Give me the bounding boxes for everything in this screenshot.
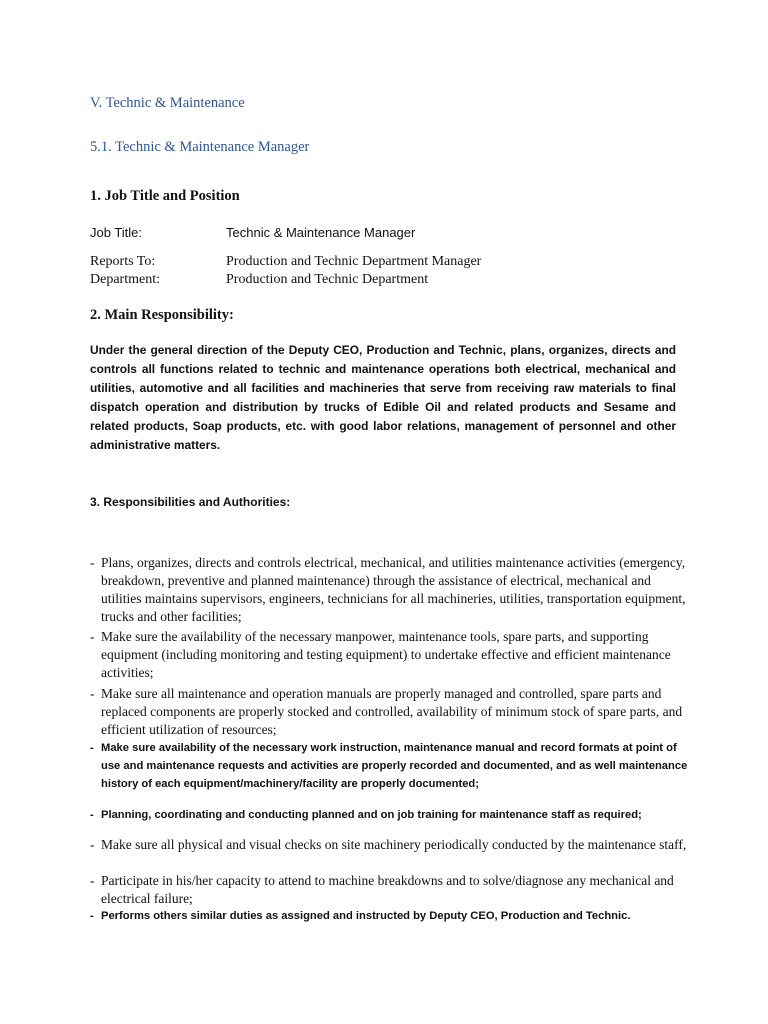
reports-to-value: Production and Technic Department Manager (226, 254, 482, 269)
bullet-dash: - (90, 910, 94, 922)
responsibilities-heading: 3. Responsibilities and Authorities: (90, 495, 291, 509)
section-heading: V. Technic & Maintenance (90, 95, 245, 111)
list-item-text: Participate in his/her capacity to attend to machine breakdowns and to solve/diagnose any mechanical and electrical failure; (101, 873, 674, 906)
bullet-dash: - (90, 686, 95, 701)
department-label: Department: (90, 272, 160, 287)
list-item (90, 907, 701, 925)
bullet-dash: - (90, 629, 95, 644)
list-item (90, 836, 691, 854)
job-title-label: Job Title: (90, 225, 143, 240)
bullet-dash: - (90, 809, 94, 821)
list-item-text: Make sure all physical and visual checks on site machinery periodically conducted by the maintenance staff, (101, 837, 687, 852)
bullet-dash: - (90, 742, 94, 754)
list-item (90, 554, 691, 626)
list-item (90, 806, 701, 824)
reports-to-label: Reports To: (90, 254, 156, 269)
list-item-text: Performs others similar duties as assigned and instructed by Deputy CEO, Production and Technic. (101, 910, 631, 922)
list-item-text: Plans, organizes, directs and controls electrical, mechanical, and utilities maintenance activities (emergency, breakdown, preventive and planned maintenance) through the assistance of electrical, mechanical and utilities maintains supervisors, engineers, technicians for all machineries, utilities, transportation equipment, trucks and other facilities; (101, 555, 686, 624)
bullet-dash: - (90, 555, 95, 570)
list-item (90, 628, 691, 682)
bullet-dash: - (90, 873, 95, 888)
subsection-heading: 5.1. Technic & Maintenance Manager (90, 139, 310, 155)
list-item (90, 872, 691, 908)
list-item (90, 685, 691, 739)
main-responsibility-heading: 2. Main Responsibility: (90, 307, 234, 323)
list-item-text: Make sure all maintenance and operation manuals are properly managed and controlled, spare parts and replaced components are properly stocked and controlled, availability of minimum stock of spare parts, and efficient utilization of resources; (101, 686, 683, 737)
job-title-heading: 1. Job Title and Position (90, 188, 240, 204)
department-value: Production and Technic Department (226, 272, 429, 287)
main-responsibility-text: Under the general direction of the Deputy CEO, Production and Technic, plans, organizes, directs and controls all functions related to technic and maintenance operations both electrical, mechanical and utilities, automotive and all facilities and machineries that serve from receiving raw materials to final dispatch operation and distribution by trucks of Edible Oil and related products and Sesame and related products, Soap products, etc. with good labor relations, management of personnel and other administrative matters. (90, 343, 676, 452)
list-item-text: Planning, coordinating and conducting planned and on job training for maintenance staff as required; (101, 809, 642, 821)
bullet-dash: - (90, 837, 95, 852)
list-item-text: Make sure the availability of the necessary manpower, maintenance tools, spare parts, and supporting equipment (including monitoring and testing equipment) to undertake effective and efficient maintenance activities; (101, 629, 671, 680)
job-title-value: Technic & Maintenance Manager (226, 225, 416, 240)
list-item (90, 739, 691, 793)
list-item-text: Make sure availability of the necessary work instruction, maintenance manual and record formats at point of use and maintenance requests and activities are properly recorded and documented, and as well maintenance history of each equipment/machinery/facility are properly documented; (101, 742, 688, 790)
